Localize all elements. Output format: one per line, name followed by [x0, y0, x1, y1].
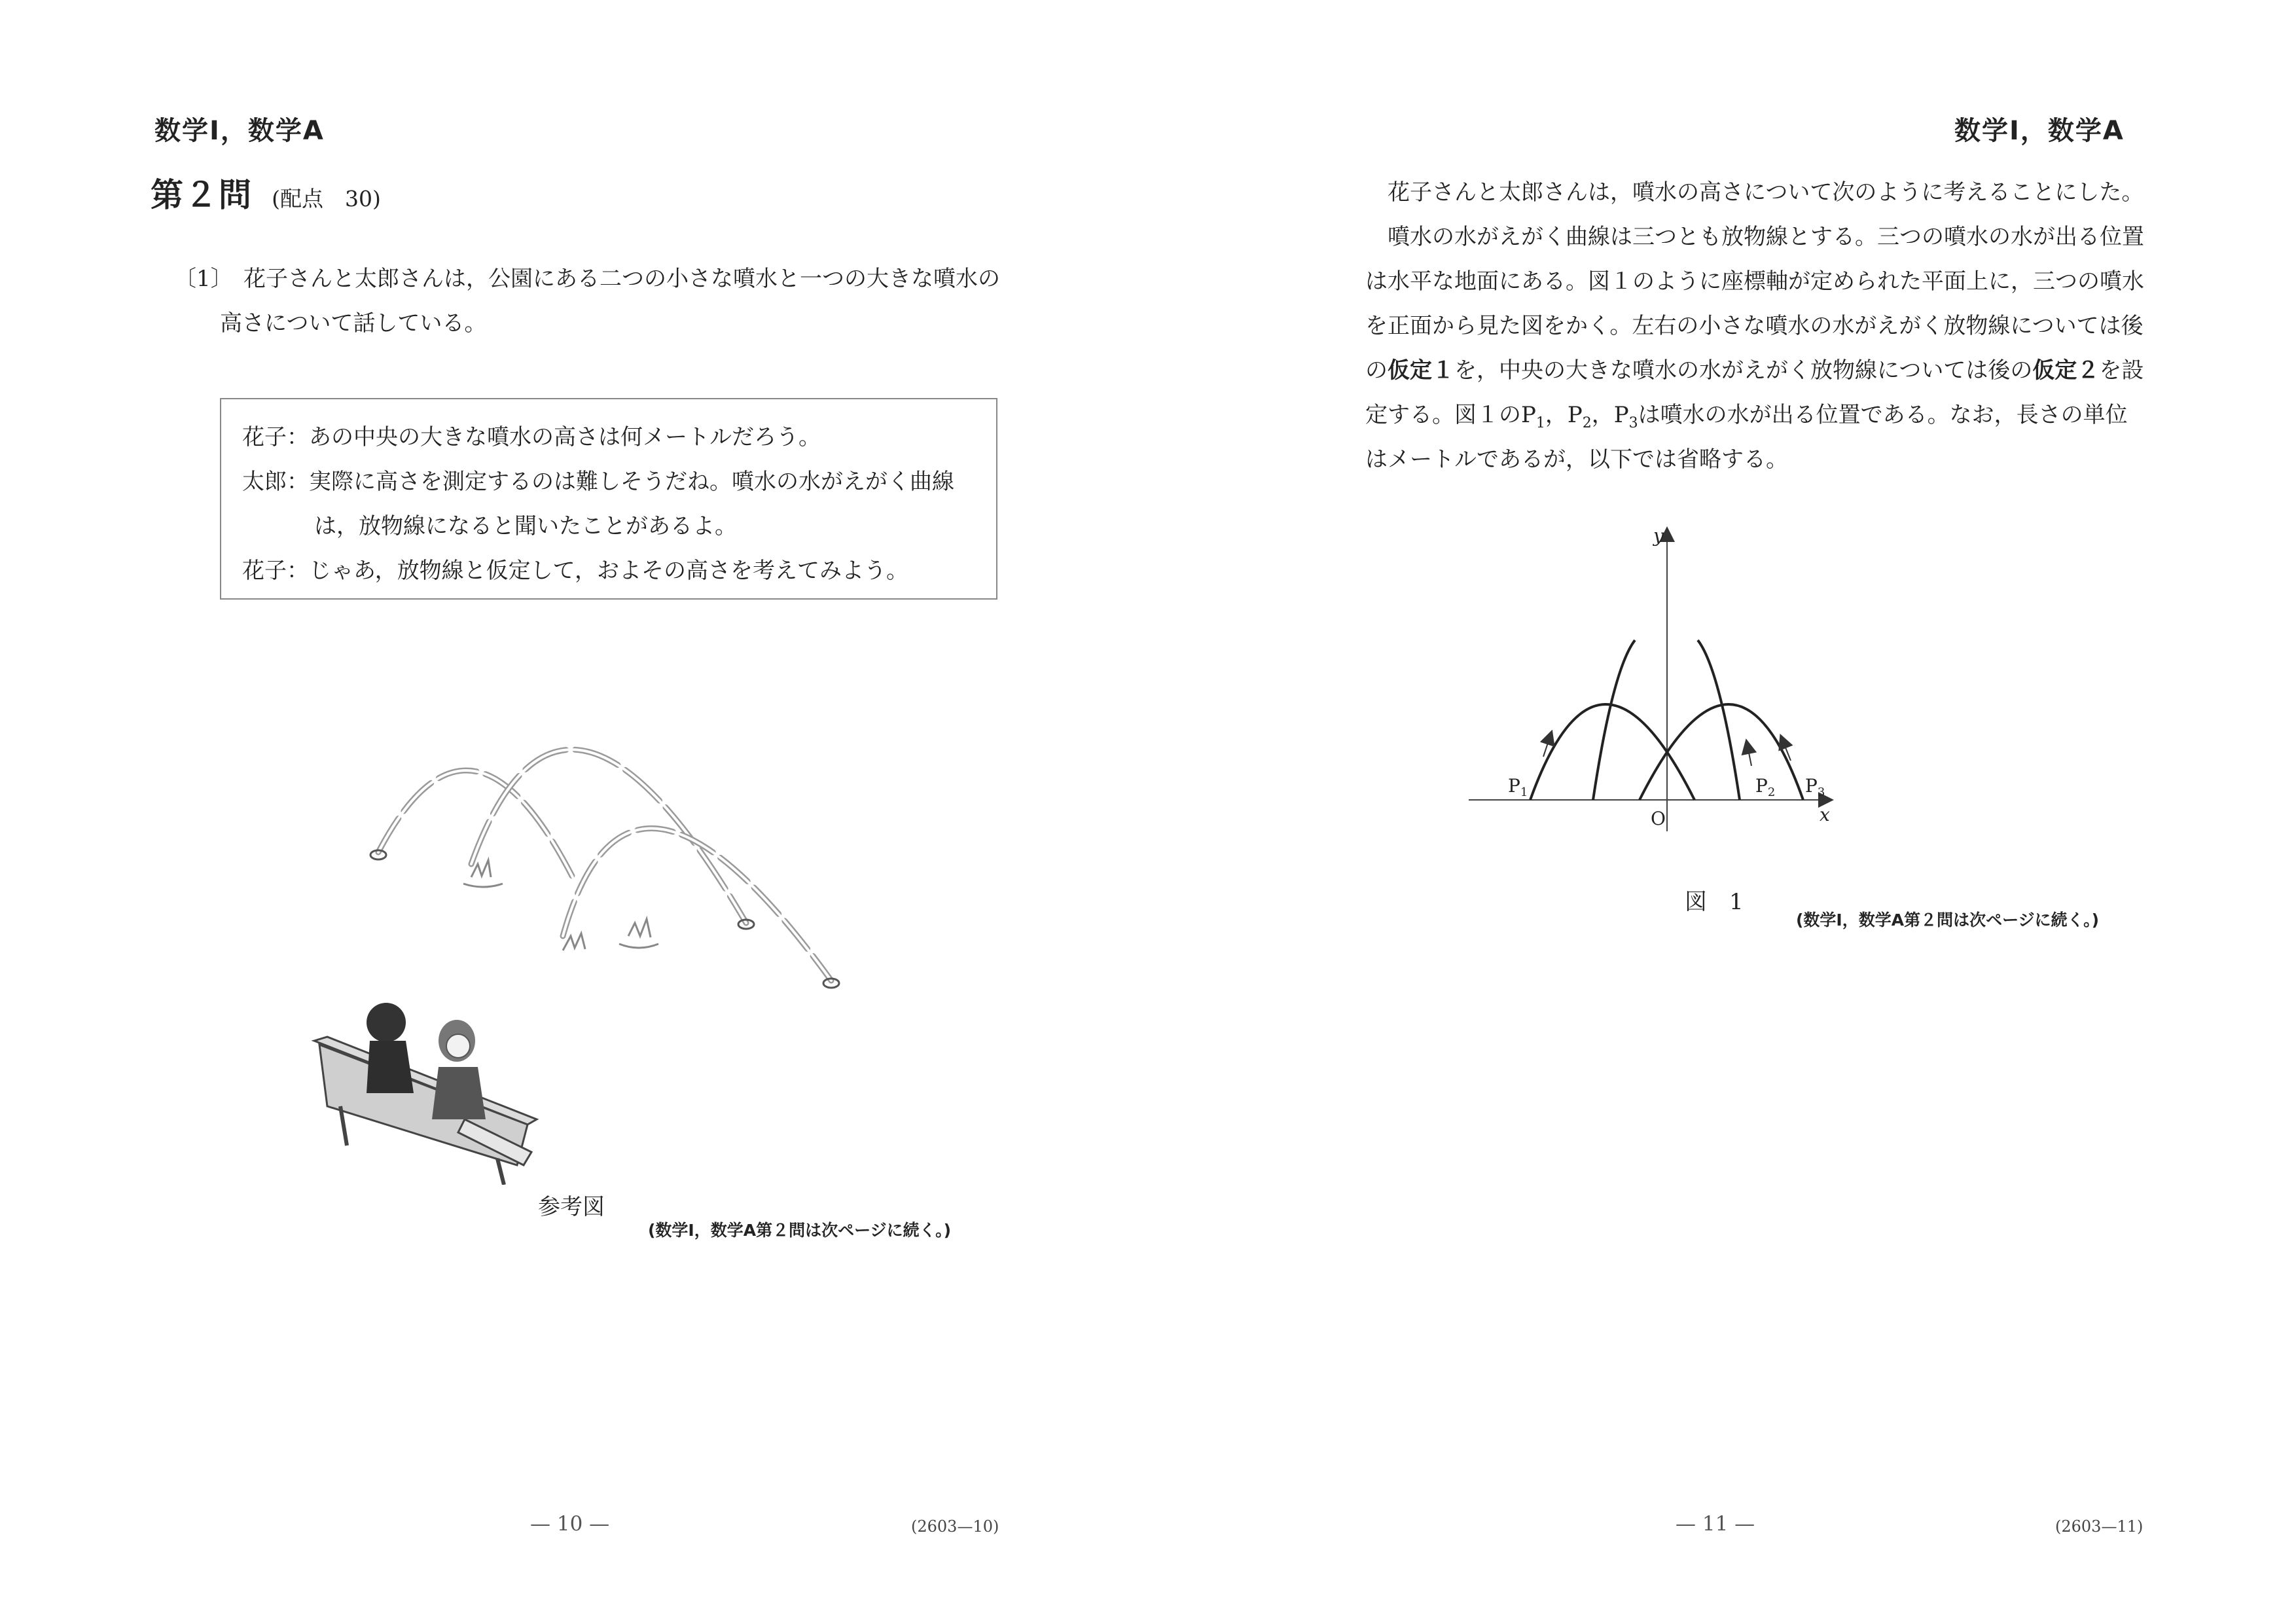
text-fragment: の [1365, 357, 1388, 384]
dialog-line [242, 552, 908, 585]
question-title: 第２問 [151, 176, 253, 214]
y-axis-label: y [1653, 525, 1664, 547]
paragraph-2-line-3: を正面から見た図をかく。左右の小さな噴水の水がえがく放物線については後 [1365, 313, 2144, 339]
point-letter: P [1508, 775, 1520, 797]
right-page [1148, 0, 2296, 1624]
paragraph-2-line-5 [1365, 397, 2128, 431]
part-label: 〔1〕 [174, 266, 233, 292]
question-heading [151, 169, 381, 216]
dialog-text: じゃあ，放物線と仮定して，およその高さを考えてみよう。 [309, 558, 908, 584]
girl-figure [432, 1020, 486, 1119]
page-number-left: — 10 — [530, 1512, 610, 1536]
nozzles [370, 850, 839, 988]
subject-header-left: 数学Ⅰ，数学A [154, 116, 325, 146]
left-parabola [1530, 704, 1695, 800]
dialog-line [314, 508, 737, 540]
dialog-line [242, 463, 954, 496]
dialog-speaker: 花子： [242, 424, 309, 450]
fountain-arcs [378, 749, 831, 981]
point-letter: P [1805, 775, 1818, 797]
x-axis-label: x [1820, 804, 1830, 825]
dialog-text: あの中央の大きな噴水の高さは何メートルだろう。 [309, 424, 821, 450]
subject-header-right: 数学Ⅰ，数学A [1954, 116, 2125, 146]
assumption-1-label: 仮定１ [1388, 357, 1454, 384]
dialog-text: は，放物線になると聞いたことがあるよ。 [314, 513, 737, 539]
dialog-line [242, 419, 821, 451]
origin-label: O [1651, 808, 1666, 829]
points-label: (配点 30) [272, 186, 381, 211]
dialog-speaker: 太郎： [242, 469, 309, 495]
text-fragment: 定する。図１の [1365, 402, 1521, 428]
paragraph-2-line-2: は水平な地面にある。図１のように座標軸が定められた平面上に，三つの噴水 [1365, 268, 2144, 295]
continue-note-left: (数学Ⅰ，数学A第２問は次ページに続く。) [648, 1221, 952, 1240]
center-parabola-right [1698, 640, 1740, 800]
fountain-illustration [301, 648, 890, 1185]
point-letter: P [1613, 402, 1629, 428]
parabola-figure [1462, 517, 1842, 857]
page-code-left: (2603—10) [911, 1517, 999, 1536]
p1-label [1508, 775, 1528, 799]
page-number-right: — 11 — [1676, 1512, 1755, 1536]
p3-label [1805, 775, 1825, 799]
point-letter: P [1567, 402, 1583, 428]
right-parabola [1640, 704, 1803, 800]
paragraph-1: 花子さんと太郎さんは，噴水の高さについて次のように考えることにした。 [1388, 179, 2144, 206]
bench [314, 1037, 537, 1185]
boy-figure [367, 1003, 414, 1093]
point-subscript: 1 [1520, 785, 1528, 799]
separator: ， [1545, 402, 1568, 428]
point-subscript: 2 [1767, 785, 1776, 799]
text-fragment: を，中央の大きな噴水の水がえがく放物線については後の [1454, 357, 2033, 384]
point-p1 [1521, 402, 1545, 431]
separator: ， [1591, 402, 1614, 428]
dialog-speaker: 花子： [242, 558, 309, 584]
assumption-2-label: 仮定２ [2032, 357, 2100, 384]
reference-figure-caption: 参考図 [538, 1194, 605, 1220]
point-letter: P [1521, 402, 1536, 428]
continue-note-right: (数学Ⅰ，数学A第２問は次ページに続く。) [1796, 911, 2100, 929]
paragraph-2-line-1: 噴水の水がえがく曲線は三つとも放物線とする。三つの噴水の水が出る位置 [1388, 224, 2144, 250]
dialog-box [220, 398, 997, 600]
point-subscript: 2 [1582, 414, 1592, 431]
figure-1-caption: 図 1 [1685, 889, 1744, 915]
p2-label [1755, 775, 1775, 799]
text-fragment: を設 [2099, 357, 2144, 384]
intro-line-2: 高さについて話している。 [220, 310, 487, 336]
dialog-text: 実際に高さを測定するのは難しそうだね。噴水の水がえがく曲線 [309, 469, 954, 495]
paragraph-2-line-6: はメートルであるが，以下では省略する。 [1365, 446, 1788, 473]
text-fragment: は噴水の水が出る位置である。なお，長さの単位 [1638, 402, 2128, 428]
point-letter: P [1755, 775, 1768, 797]
page-code-right: (2603—11) [2055, 1517, 2144, 1536]
point-p3 [1613, 402, 1638, 431]
paragraph-2-line-4 [1365, 352, 2144, 384]
intro-line-1: 花子さんと太郎さんは，公園にある二つの小さな噴水と一つの大きな噴水の [243, 266, 1000, 292]
point-subscript: 3 [1628, 414, 1638, 431]
center-parabola-left [1593, 640, 1635, 800]
point-subscript: 1 [1535, 414, 1545, 431]
point-p2 [1567, 402, 1592, 431]
point-subscript: 3 [1817, 785, 1825, 799]
